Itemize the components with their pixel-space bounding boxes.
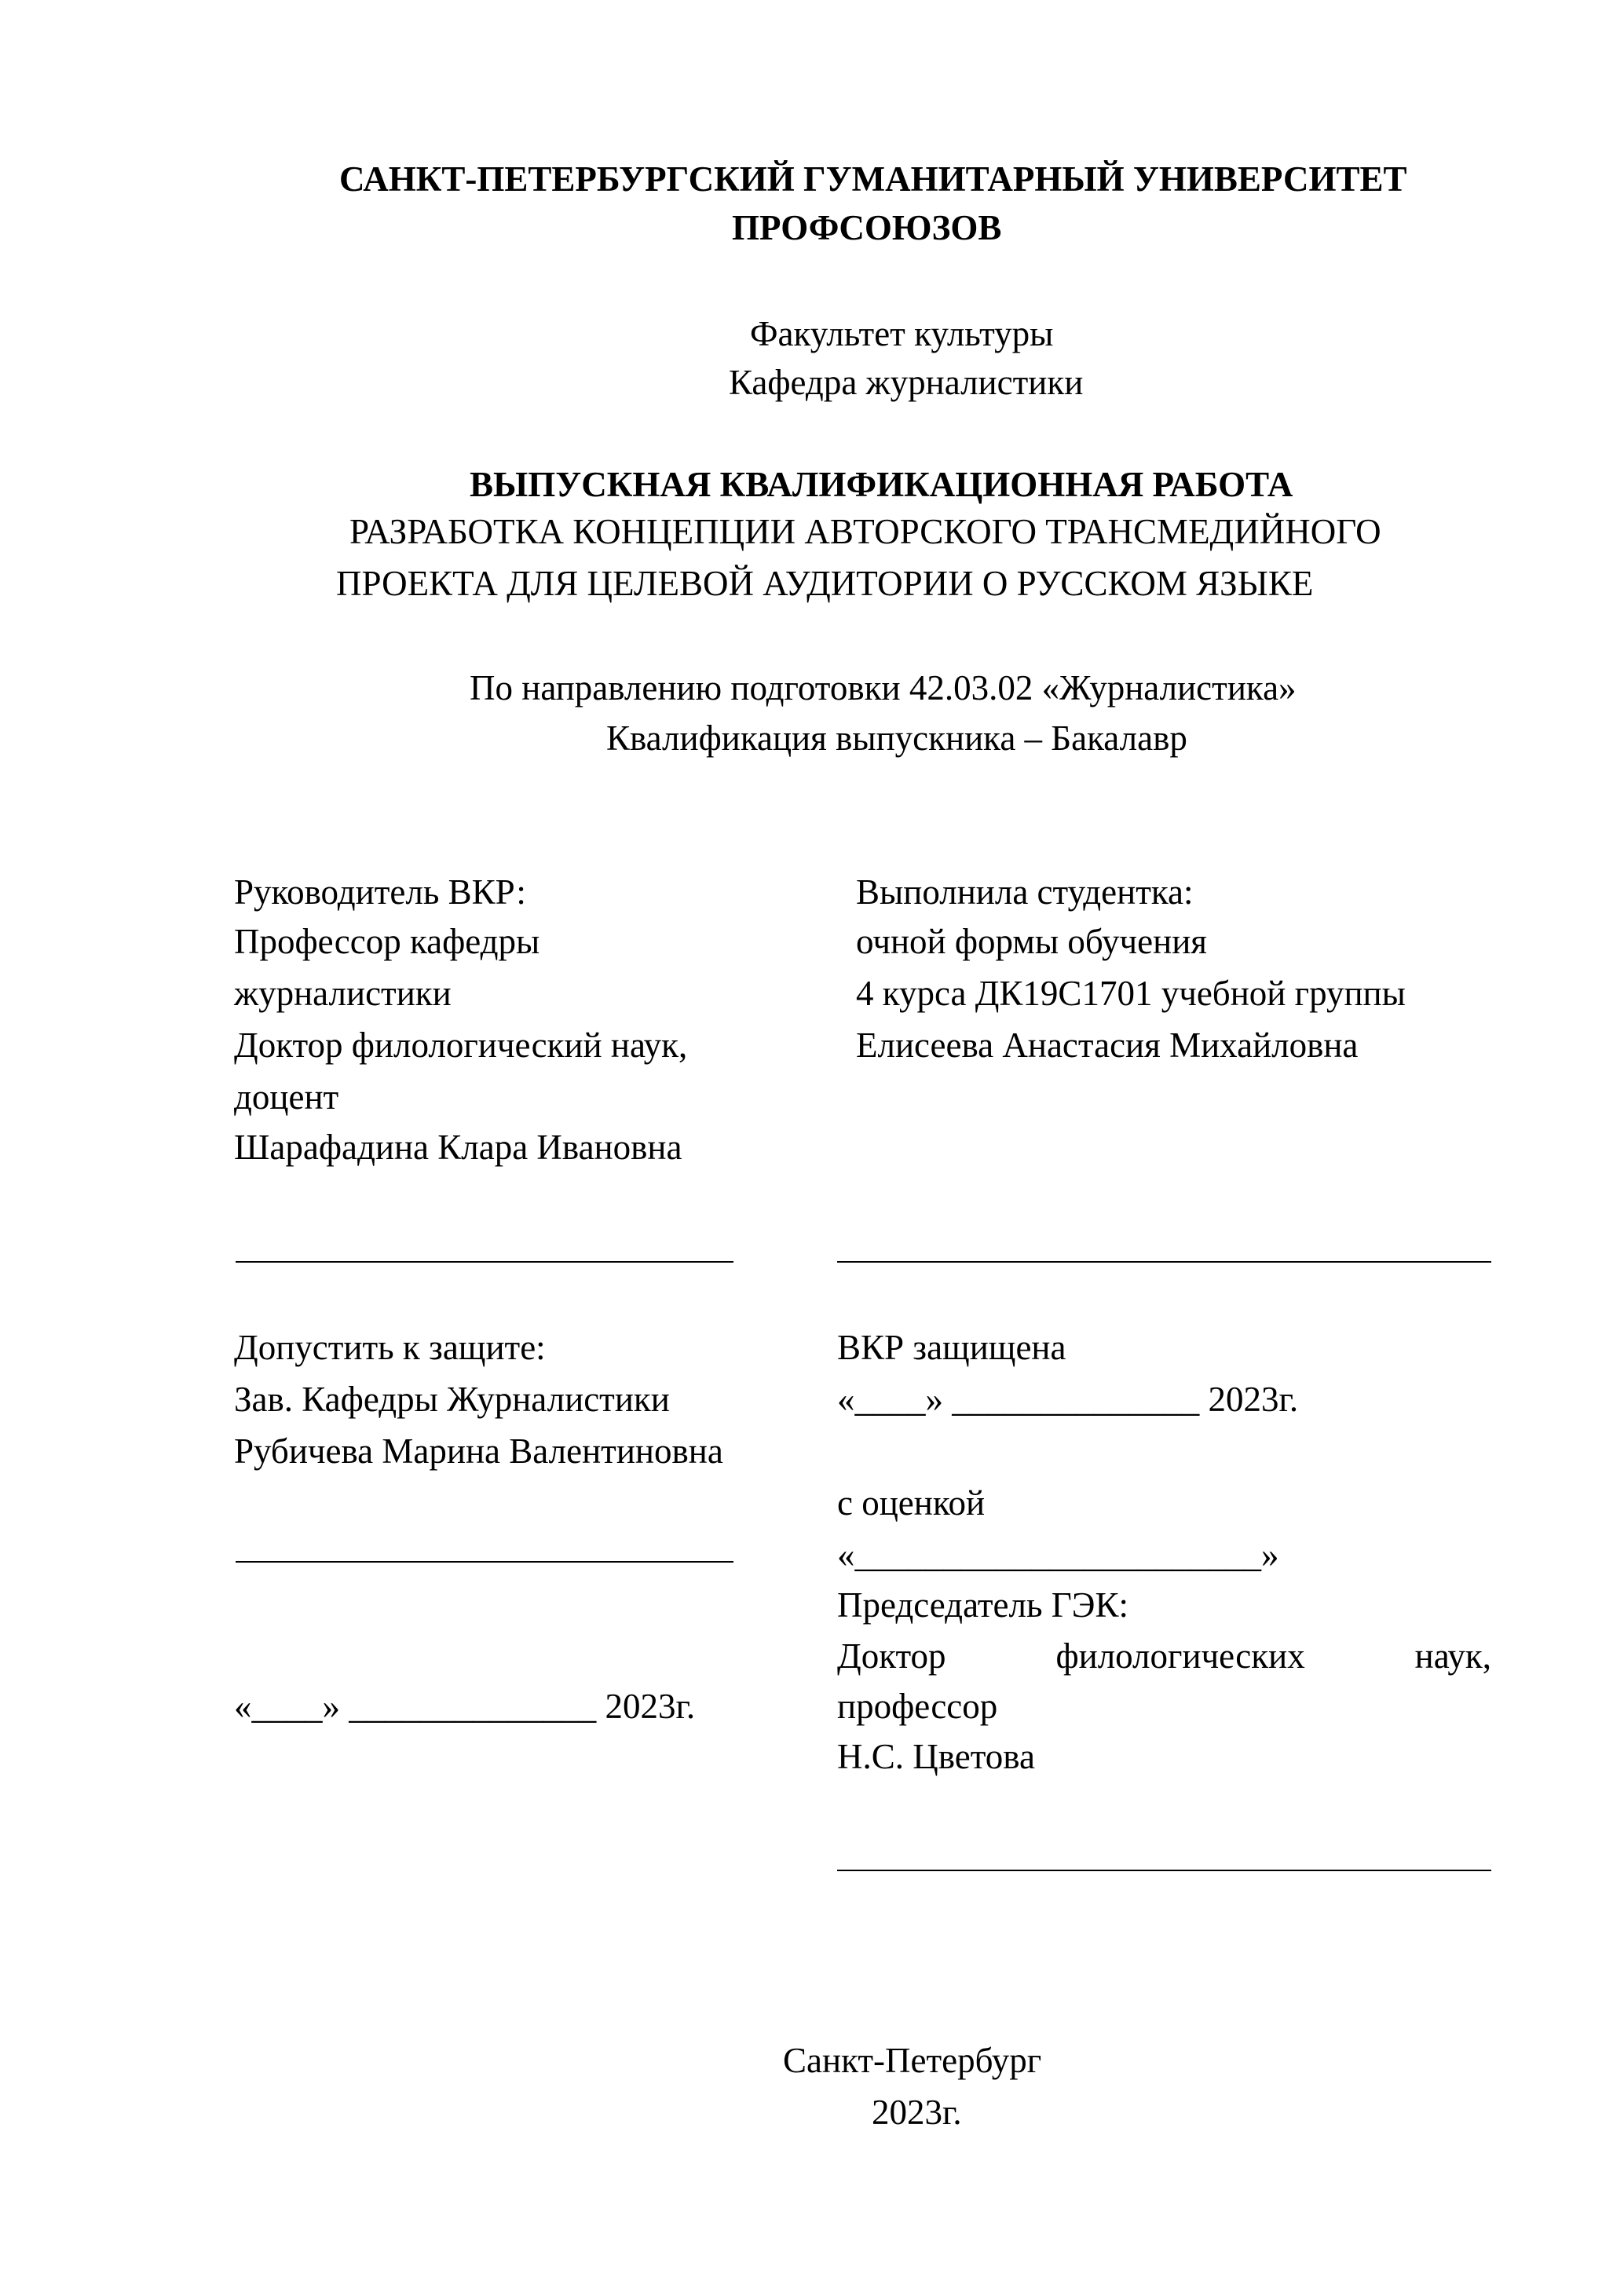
grade-blank: «_______________________» [837,1535,1279,1574]
study-direction: По направлению подготовки 42.03.02 «Журналистика» [470,668,1297,707]
work-type: ВЫПУСКНАЯ КВАЛИФИКАЦИОННАЯ РАБОТА [470,465,1293,504]
qualification: Квалификация выпускника – Бакалавр [606,718,1187,758]
department: Кафедра журналистики [729,363,1084,402]
grade-label: с оценкой [837,1483,986,1523]
footer-city: Санкт-Петербург [783,2041,1042,2080]
supervisor-position: Профессор кафедры [234,922,540,961]
student-group: 4 курса ДК19С1701 учебной группы [856,974,1406,1013]
supervisor-position-cont: журналистики [234,974,452,1013]
defense-label: ВКР защищена [837,1328,1066,1367]
student-name: Елисеева Анастасия Михайловна [856,1026,1359,1065]
faculty: Факультет культуры [750,314,1054,353]
admit-date: «____» ______________ 2023г. [234,1687,696,1726]
supervisor-rank: доцент [234,1077,339,1117]
supervisor-name: Шарафадина Клара Ивановна [234,1128,682,1167]
supervisor-label: Руководитель ВКР: [234,872,526,912]
footer-year: 2023г. [872,2093,962,2132]
admit-signature-line [236,1561,733,1563]
defense-date: «____» ______________ 2023г. [837,1380,1299,1419]
chair-rank: профессор [837,1687,998,1726]
student-label: Выполнила студентка: [856,872,1194,912]
university-name-line1: САНКТ-ПЕТЕРБУРГСКИЙ ГУМАНИТАРНЫЙ УНИВЕРСИТЕТ [339,159,1407,199]
admit-label: Допустить к защите: [234,1328,546,1367]
chair-signature-line [837,1870,1491,1871]
chair-label: Председатель ГЭК: [837,1585,1128,1625]
work-title-line1: РАЗРАБОТКА КОНЦЕПЦИИ АВТОРСКОГО ТРАНСМЕДИЙНОГО [349,512,1381,551]
supervisor-degree: Доктор филологический наук, [234,1026,688,1065]
university-name-line2: ПРОФСОЮЗОВ [732,208,1002,247]
student-signature-line [837,1261,1491,1263]
student-study-form: очной формы обучения [856,922,1207,961]
admit-head-position: Зав. Кафедры Журналистики [234,1380,670,1419]
work-title-line2: ПРОЕКТА ДЛЯ ЦЕЛЕВОЙ АУДИТОРИИ О РУССКОМ ЯЗЫКЕ [336,564,1314,603]
supervisor-signature-line [236,1261,733,1263]
chair-degree: Доктор филологических наук, [837,1636,1491,1676]
admit-head-name: Рубичева Марина Валентиновна [234,1431,723,1471]
chair-name: Н.С. Цветова [837,1737,1035,1776]
